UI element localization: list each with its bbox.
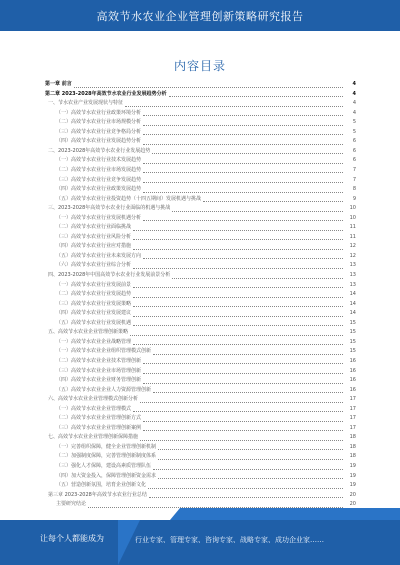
toc-leader-dots <box>153 387 343 393</box>
toc-leader-dots <box>133 282 343 288</box>
toc-entry[interactable] <box>56 357 356 366</box>
toc-entry-label: 五、高效节水农业企业管理创新策略 <box>48 329 129 336</box>
toc-entry-page: 14 <box>349 291 356 298</box>
toc-entry[interactable] <box>56 462 356 471</box>
toc-entry-label: （五）高效节水农业企业人力资源管理创新 <box>56 386 152 393</box>
toc-entry[interactable] <box>56 242 356 251</box>
toc-leader-dots <box>133 292 343 298</box>
toc-entry[interactable] <box>56 347 356 356</box>
toc-entry-page: 4 <box>352 90 356 97</box>
toc-entry[interactable] <box>48 491 356 500</box>
toc-entry-page: 10 <box>349 214 356 221</box>
toc-entry-label: （三）高效节水农业企业市场管理创新 <box>56 367 142 374</box>
toc-entry[interactable] <box>56 376 356 385</box>
toc-entry-label: （六）高效节水农业行业综合分析 <box>56 262 132 269</box>
toc-entry-label: （二）加强制度保障，完善管理创新制度体系 <box>56 453 157 460</box>
toc-entry-page: 6 <box>352 147 356 154</box>
toc-entry-page: 17 <box>349 424 356 431</box>
toc-entry[interactable] <box>56 176 356 185</box>
toc-entry-label: 七、高效节水农业企业管理创新保障措施 <box>48 434 139 441</box>
toc-leader-dots <box>133 225 343 231</box>
toc-entry-label: （四）高效节水农业行业发展建议 <box>56 310 132 317</box>
toc-entry[interactable] <box>56 386 356 395</box>
toc-entry-label: （二）高效节水农业行业发展趋势 <box>56 291 132 298</box>
toc-leader-dots <box>133 311 343 317</box>
toc-entry-page: 13 <box>349 272 356 278</box>
toc-entry-label: （四）高效节水农业行业发展趋势分析 <box>56 138 142 145</box>
toc-entry-label: （四）加大资金投入，保障管理创新资金需求 <box>56 472 157 479</box>
toc-entry[interactable] <box>48 328 356 337</box>
toc-entry-page: 13 <box>349 281 356 288</box>
toc-entry-page: 17 <box>349 415 356 422</box>
toc-leader-dots <box>133 406 343 412</box>
toc-entry-page: 18 <box>349 453 356 460</box>
toc-entry[interactable] <box>45 80 356 89</box>
toc-entry[interactable] <box>56 414 356 423</box>
toc-entry-label: （三）高效节水农业行业竞争发展趋势 <box>56 176 142 183</box>
toc-entry-label: 四、2023-2028年中国高效节水农业行业发展前景分析 <box>48 272 171 278</box>
toc-leader-dots <box>125 101 343 107</box>
toc-entry-page: 19 <box>349 463 356 469</box>
toc-entry-page: 9 <box>352 195 356 202</box>
toc-leader-dots <box>158 454 343 460</box>
toc-entry-label: （五）高效节水农业行业发展机遇 <box>56 319 132 326</box>
toc-entry-label: （五）高效节水农业行业投资趋势（十四五期间）发展机遇与挑战 <box>56 195 202 202</box>
toc-leader-dots <box>148 483 343 489</box>
toc-entry-page: 15 <box>349 329 356 336</box>
toc-entry-label: （五）营造创新氛围，培育企业创新文化 <box>56 482 147 489</box>
toc-entry[interactable] <box>56 252 356 261</box>
toc-entry[interactable] <box>56 367 356 376</box>
toc-entry-page: 17 <box>349 405 356 412</box>
toc-entry-page: 12 <box>349 243 356 250</box>
toc-entry-label: （一）高效节水农业企业管理模式 <box>56 405 132 412</box>
toc-entry-label: 第三章 2023-2028年高效节水农业行业总结 <box>48 491 147 498</box>
toc-entry-page: 6 <box>352 157 356 164</box>
toc-entry[interactable] <box>56 424 356 433</box>
toc-entry[interactable] <box>56 500 356 509</box>
toc-leader-dots <box>143 215 343 221</box>
toc-leader-dots <box>169 91 343 97</box>
toc-entry-label: （三）高效节水农业企业管理创新案例 <box>56 424 142 431</box>
toc-entry[interactable] <box>56 109 356 118</box>
toc-entry-page: 20 <box>349 491 356 498</box>
toc-entry[interactable] <box>56 195 356 204</box>
toc-entry[interactable] <box>56 443 356 452</box>
toc-entry-page: 17 <box>349 396 356 403</box>
toc-heading: 内容目录 <box>173 59 226 73</box>
toc-leader-dots <box>143 120 343 126</box>
toc-entry-label: （四）高效节水农业企业财务管理创新 <box>56 377 142 384</box>
toc-entry[interactable] <box>56 166 356 175</box>
toc-leader-dots <box>143 416 343 422</box>
toc-entry[interactable] <box>48 99 356 108</box>
toc-leader-dots <box>143 110 343 116</box>
toc-entry-page: 4 <box>352 81 356 87</box>
page-header <box>0 0 400 31</box>
toc-leader-dots <box>140 435 343 441</box>
toc-entry-label: （三）高效节水农业行业竞争格局分析 <box>56 128 142 135</box>
toc-leader-dots <box>130 330 343 336</box>
toc-entry-label: （一）高效节水农业企业战略管理 <box>56 338 132 345</box>
toc-entry-label: （三）强化人才保障，建设高素质管理队伍 <box>56 463 152 469</box>
toc-entry-label: （一）完善组织保障，健全企业管理创新机制 <box>56 443 157 450</box>
toc-entry-page: 12 <box>349 252 356 259</box>
toc-entry[interactable] <box>56 319 356 328</box>
toc-entry[interactable] <box>56 156 356 165</box>
toc-leader-dots <box>153 464 343 470</box>
toc-entry[interactable] <box>48 433 356 442</box>
toc-entry-page: 18 <box>349 443 356 450</box>
toc-entry-label: （二）高效节水农业行业市场规模分析 <box>56 119 142 126</box>
toc-entry[interactable] <box>45 90 356 99</box>
toc-entry-label: （二）高效节水农业行业市场发展趋势 <box>56 166 142 173</box>
toc-leader-dots <box>143 425 343 431</box>
toc-entry-page: 5 <box>352 128 356 135</box>
toc-leader-dots <box>143 378 343 384</box>
toc-leader-dots <box>74 82 343 88</box>
toc-leader-dots <box>143 187 343 193</box>
toc-entry-label: （四）高效节水农业行业应对措施 <box>56 243 132 250</box>
toc-leader-dots <box>133 263 343 269</box>
page-footer <box>0 520 400 565</box>
toc-leader-dots <box>88 502 343 508</box>
toc-entry-page: 16 <box>349 357 356 364</box>
toc-leader-dots <box>143 358 343 364</box>
toc-entry-label: （一）高效节水农业行业发展前景 <box>56 281 132 288</box>
toc-entry-page: 11 <box>349 224 356 231</box>
toc-entry-page: 5 <box>352 119 356 126</box>
toc-entry[interactable] <box>56 405 356 414</box>
toc-entry-label: 主要研究结论 <box>56 501 87 508</box>
toc-leader-dots <box>143 129 343 135</box>
toc-entry-page: 7 <box>352 166 356 173</box>
toc-entry-label: （二）高效节水农业企业管理创新方式 <box>56 415 142 422</box>
toc-entry[interactable] <box>56 128 356 137</box>
toc-entry-label: （四）高效节水农业行业政策发展趋势 <box>56 186 142 193</box>
toc-entry-label: （一）高效节水农业行业发展机遇分析 <box>56 214 142 221</box>
toc-leader-dots <box>149 492 343 498</box>
toc-entry[interactable] <box>56 300 356 309</box>
toc-entry-page: 16 <box>349 377 356 384</box>
toc-entry-page: 14 <box>349 300 356 307</box>
toc-entry-page: 13 <box>349 262 356 269</box>
toc-entry-label: （三）高效节水农业行业发展策略 <box>56 300 132 307</box>
toc-leader-dots <box>133 244 343 250</box>
toc-entry-page: 4 <box>352 100 356 107</box>
toc-entry-label: （五）高效节水农业行业未来发展方向 <box>56 252 142 259</box>
toc-entry[interactable] <box>56 452 356 461</box>
toc-entry-page: 19 <box>349 472 356 479</box>
toc-entry[interactable] <box>56 185 356 194</box>
toc-leader-dots <box>133 320 343 326</box>
toc-entry-page: 8 <box>352 186 356 193</box>
toc-leader-dots <box>143 139 343 145</box>
toc-entry-label: 一、节水农业产业发展现状与特征 <box>48 100 124 107</box>
toc-leader-dots <box>203 196 343 202</box>
toc-entry-page: 4 <box>352 109 356 116</box>
toc-leader-dots <box>133 301 343 307</box>
toc-leader-dots <box>158 444 343 450</box>
footer-tagline: 行业专家、管理专家、咨询专家、战略专家、成功企业家…… <box>135 536 324 544</box>
toc-leader-dots <box>143 177 343 183</box>
toc-entry[interactable] <box>56 261 356 270</box>
toc-leader-dots <box>133 234 343 240</box>
toc-entry[interactable] <box>56 338 356 347</box>
toc-entry-page: 19 <box>349 482 356 489</box>
toc-entry[interactable] <box>56 309 356 318</box>
footer-accent-stripe <box>170 508 400 520</box>
toc-entry-page: 10 <box>349 205 356 212</box>
toc-leader-dots <box>143 368 343 374</box>
toc-entry[interactable] <box>56 233 356 242</box>
toc-entry-page: 14 <box>349 310 356 317</box>
toc-entry-label: （三）高效节水农业行业风险分析 <box>56 233 132 240</box>
toc-entry[interactable] <box>56 472 356 481</box>
report-title: 高效节水农业企业管理创新策略研究报告 <box>96 10 304 23</box>
toc-leader-dots <box>152 148 343 154</box>
toc-entry[interactable] <box>56 290 356 299</box>
toc-entry-page: 20 <box>349 501 356 508</box>
toc-entry-page: 16 <box>349 386 356 393</box>
toc-leader-dots <box>140 397 343 403</box>
toc-entry-page: 15 <box>349 348 356 355</box>
toc-leader-dots <box>143 253 343 259</box>
toc-entry-label: （二）高效节水农业企业技术管理创新 <box>56 357 142 364</box>
toc-entry-label: 六、高效节水农业企业管理模式创新分析 <box>48 396 139 403</box>
toc-entry-label: 第二章 2023-2028年高效节水农业行业发展趋势分析 <box>45 90 167 97</box>
toc-entry[interactable] <box>56 281 356 290</box>
toc-entry-page: 15 <box>349 338 356 345</box>
toc-leader-dots <box>172 206 343 212</box>
toc-entry[interactable] <box>48 147 356 156</box>
toc-entry[interactable] <box>48 204 356 213</box>
toc-entry-page: 15 <box>349 319 356 326</box>
toc-entry[interactable] <box>48 395 356 404</box>
toc-entry-page: 11 <box>349 233 356 240</box>
toc-entry-page: 16 <box>349 367 356 374</box>
toc-leader-dots <box>143 158 343 164</box>
toc-entry[interactable] <box>56 137 356 146</box>
toc-entry[interactable] <box>56 223 356 232</box>
toc-entry[interactable] <box>56 118 356 127</box>
toc-leader-dots <box>143 167 343 173</box>
toc-entry-page: 7 <box>352 176 356 183</box>
toc-entry-label: 三、2023-2028年高效节水农业行业面临的机遇与挑战 <box>48 205 171 212</box>
toc-leader-dots <box>153 349 343 355</box>
toc-entry-label: 二、2023-2028年高效节水农业行业发展趋势 <box>48 147 151 154</box>
toc-entry[interactable] <box>56 214 356 223</box>
toc-leader-dots <box>133 339 343 345</box>
toc-leader-dots <box>172 273 343 279</box>
toc-entry-page: 6 <box>352 138 356 145</box>
toc-entry-label: （一）高效节水农业企业组织管理模式创新 <box>56 348 152 355</box>
toc-entry[interactable] <box>56 481 356 490</box>
footer-slogan: 让每个人都能成为 <box>40 534 104 543</box>
toc-entry-label: （二）高效节水农业行业面临挑战 <box>56 224 132 231</box>
toc-entry[interactable] <box>48 271 356 280</box>
toc-entry-label: 第一章 前言 <box>45 81 72 87</box>
toc-leader-dots <box>158 473 343 479</box>
toc-entry-label: （一）高效节水农业行业技术发展趋势 <box>56 157 142 164</box>
toc-entry-page: 18 <box>349 434 356 441</box>
toc-entry-label: （一）高效节水农业行业政策环境分析 <box>56 109 142 116</box>
